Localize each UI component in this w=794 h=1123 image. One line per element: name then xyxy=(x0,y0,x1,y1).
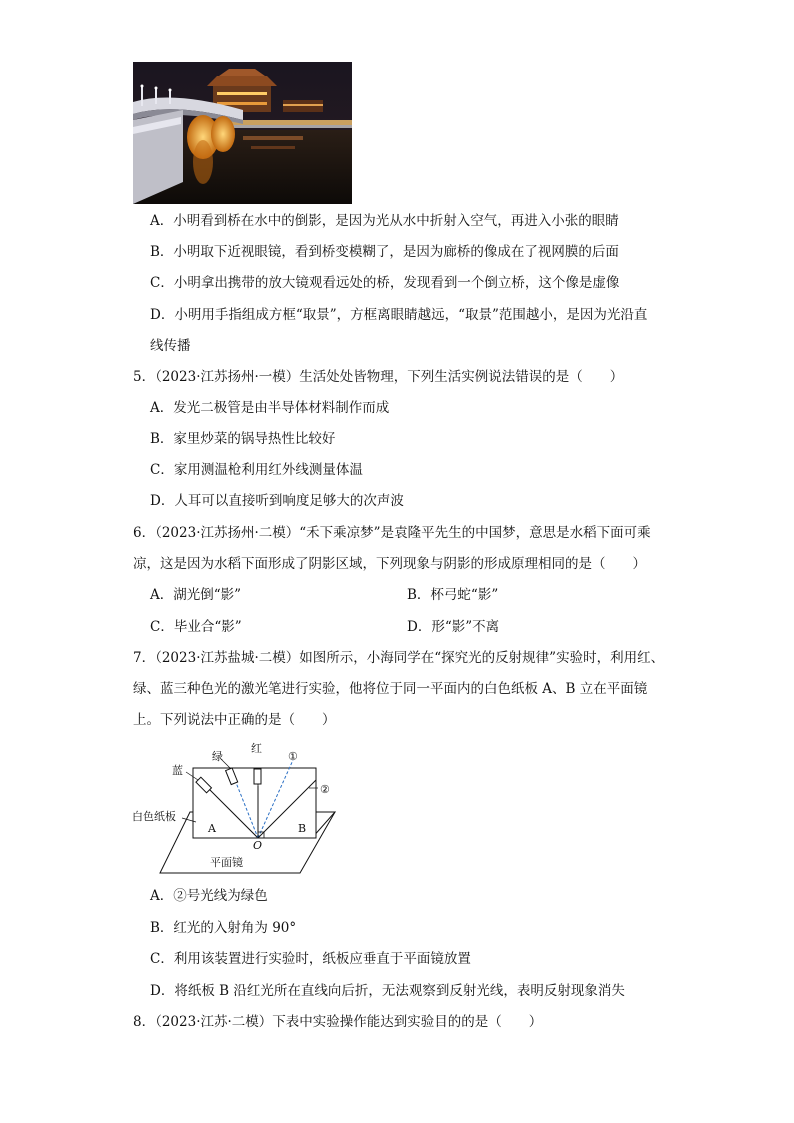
q7-option-a: A．②号光线为绿色 xyxy=(150,888,268,904)
q5-option-b: B．家里炒菜的锅导热性比较好 xyxy=(150,431,336,447)
q5-option-a: A．发光二极管是由半导体材料制作而成 xyxy=(150,400,390,416)
q4-option-d-continued: 线传播 xyxy=(150,338,191,354)
label-green: 绿 xyxy=(212,750,223,763)
label-mirror: 平面镜 xyxy=(210,856,243,869)
q4-option-d: D．小明用手指组成方框“取景”，方框离眼睛越远，“取景”范围越小，是因为光沿直 xyxy=(150,307,648,323)
label-b: B xyxy=(298,822,307,835)
q6-option-c: C．毕业合“影” xyxy=(150,619,242,635)
q6-stem-line1: 6．（2023·江苏扬州·二模）“禾下乘凉梦”是袁隆平先生的中国梦，意思是水稻下面可乘 xyxy=(133,525,651,541)
label-o: O xyxy=(253,839,263,852)
q7-stem-line1: 7．（2023·江苏盐城·二模）如图所示，小海同学在“探究光的反射规律”实验时，利用红、 xyxy=(133,650,665,666)
reflection-experiment-diagram xyxy=(130,738,345,878)
red-laser-pen xyxy=(254,769,261,784)
q5-option-c: C．家用测温枪利用红外线测量体温 xyxy=(150,462,363,478)
label-white-board: 白色纸板 xyxy=(132,810,176,823)
q6-option-b: B．杯弓蛇“影” xyxy=(407,587,499,603)
label-ray-1: ① xyxy=(288,750,298,763)
label-ray-2: ② xyxy=(320,783,330,796)
q7-option-d: D．将纸板 B 沿红光所在直线向后折，无法观察到反射光线，表明反射现象消失 xyxy=(150,983,625,999)
label-a: A xyxy=(208,822,216,835)
q7-option-b: B．红光的入射角为 90° xyxy=(150,920,297,936)
label-red: 红 xyxy=(251,742,262,755)
label-blue: 蓝 xyxy=(172,764,183,777)
q7-stem-line2: 绿、蓝三种色光的激光笔进行实验，他将位于同一平面内的白色纸板 A、B 立在平面镜 xyxy=(133,681,648,697)
q4-option-c: C．小明拿出携带的放大镜观看远处的桥，发现看到一个倒立桥，这个像是虚像 xyxy=(150,275,620,291)
q4-option-a: A．小明看到桥在水中的倒影，是因为光从水中折射入空气，再进入小张的眼睛 xyxy=(150,213,619,229)
q7-option-c: C．利用该装置进行实验时，纸板应垂直于平面镜放置 xyxy=(150,951,471,967)
q6-option-a: A．湖光倒“影” xyxy=(150,587,242,603)
q8-stem: 8．（2023·江苏·二模）下表中实验操作能达到实验目的的是（ ） xyxy=(133,1014,543,1030)
q5-stem: 5．（2023·江苏扬州·一模）生活处处皆物理，下列生活实例说法错误的是（ ） xyxy=(133,369,624,385)
q7-stem-line3: 上。下列说法中正确的是（ ） xyxy=(133,712,336,728)
q6-stem-line2: 凉，这是因为水稻下面形成了阴影区域，下列现象与阴影的形成原理相同的是（ ） xyxy=(133,556,646,572)
q5-option-d: D．人耳可以直接听到响度足够大的次声波 xyxy=(150,493,404,509)
q6-option-d: D．形“影”不离 xyxy=(407,619,500,635)
bridge-night-photo xyxy=(133,62,352,204)
q4-option-b: B．小明取下近视眼镜，看到桥变模糊了，是因为廊桥的像成在了视网膜的后面 xyxy=(150,244,619,260)
